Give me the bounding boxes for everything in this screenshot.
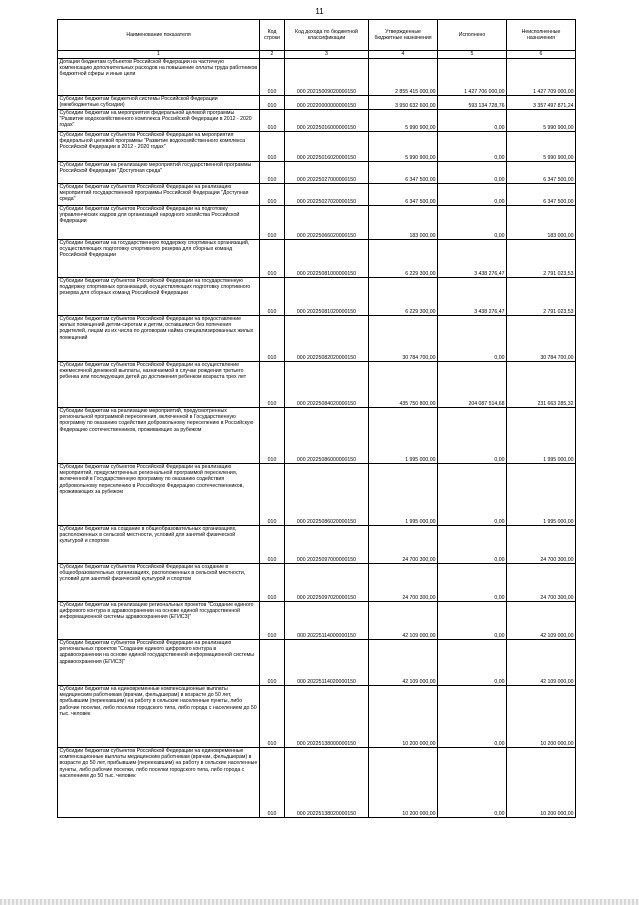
row-approved-amount: 6 347 500,00 bbox=[369, 184, 438, 206]
row-executed-amount: 204 087 514,68 bbox=[438, 362, 507, 408]
row-budget-classification: 000 20215009020000150 bbox=[285, 59, 369, 96]
row-code: 010 bbox=[260, 240, 285, 278]
row-executed-amount: 3 438 276,47 bbox=[438, 240, 507, 278]
table-row bbox=[58, 162, 576, 184]
row-approved-amount: 6 229 300,00 bbox=[369, 278, 438, 316]
row-executed-amount: 0,00 bbox=[438, 316, 507, 362]
row-code: 010 bbox=[260, 748, 285, 818]
row-remaining-amount: 1 995 000,00 bbox=[507, 408, 576, 464]
row-budget-classification: 000 20225027020000150 bbox=[285, 184, 369, 206]
row-executed-amount: 1 427 706 000,00 bbox=[438, 59, 507, 96]
table-row bbox=[58, 240, 576, 278]
row-code: 010 bbox=[260, 206, 285, 240]
row-approved-amount: 6 347 500,00 bbox=[369, 162, 438, 184]
row-approved-amount: 1 995 000,00 bbox=[369, 408, 438, 464]
row-executed-amount: 0,00 bbox=[438, 602, 507, 640]
table-row bbox=[58, 748, 576, 818]
row-code: 010 bbox=[260, 686, 285, 748]
row-indicator-name: Субсидии бюджетам на государственную поддержку спортивных организаций, осуществляющих подготовку спортивного резерва для сборных команд Российской Федерации bbox=[58, 240, 260, 278]
row-approved-amount: 42 109 000,00 bbox=[369, 640, 438, 686]
row-remaining-amount: 1 427 709 000,00 bbox=[507, 59, 576, 96]
row-remaining-amount: 30 784 700,00 bbox=[507, 316, 576, 362]
row-remaining-amount: 5 990 900,00 bbox=[507, 132, 576, 162]
row-remaining-amount: 1 995 000,00 bbox=[507, 464, 576, 526]
column-number: 1 bbox=[58, 51, 260, 59]
row-remaining-amount: 24 700 300,00 bbox=[507, 564, 576, 602]
table-row bbox=[58, 464, 576, 526]
table-row bbox=[58, 132, 576, 162]
row-approved-amount: 1 995 000,00 bbox=[369, 464, 438, 526]
row-code: 010 bbox=[260, 640, 285, 686]
table-row bbox=[58, 184, 576, 206]
table-row bbox=[58, 206, 576, 240]
row-executed-amount: 0,00 bbox=[438, 110, 507, 132]
column-number-row bbox=[58, 51, 576, 59]
table-row bbox=[58, 278, 576, 316]
row-approved-amount: 10 200 000,00 bbox=[369, 748, 438, 818]
row-indicator-name: Субсидии бюджетам субъектов Российской Федерации на мероприятия федеральной целевой программы "Развитие водохозяйственного комплекса Российской Федерации в 2012 - 2020 годах" bbox=[58, 132, 260, 162]
row-budget-classification: 000 20225138000000150 bbox=[285, 686, 369, 748]
table-row bbox=[58, 362, 576, 408]
row-executed-amount: 3 438 276,47 bbox=[438, 278, 507, 316]
scan-edge-band bbox=[0, 899, 639, 905]
row-code: 010 bbox=[260, 278, 285, 316]
row-indicator-name: Субсидии бюджетам на единовременные компенсационные выплаты медицинским работникам (врачам, фельдшерам) в возрасте до 50 лет, прибывшим (переехавшим) на работу в сельские населенные пункты, либо рабочие поселки, либо поселки городского типа, либо города с населением до 50 тыс. человек bbox=[58, 686, 260, 748]
row-code: 010 bbox=[260, 162, 285, 184]
row-executed-amount: 0,00 bbox=[438, 564, 507, 602]
row-remaining-amount: 183 000,00 bbox=[507, 206, 576, 240]
row-indicator-name: Субсидии бюджетам субъектов Российской Федерации на реализацию мероприятий, предусмотренных региональной программой переселения, включенной в Государственную программу по оказанию содействия добровольному переселению в Российскую Федерацию соотечественников, проживающих за рубежом bbox=[58, 464, 260, 526]
row-code: 010 bbox=[260, 526, 285, 564]
table-row bbox=[58, 96, 576, 110]
row-indicator-name: Субсидии бюджетам субъектов Российской Федерации на государственную поддержку спортивных организаций, осуществляющих подготовку спортивного резерва для сборных команд Российской Федерации bbox=[58, 278, 260, 316]
row-approved-amount: 30 784 700,00 bbox=[369, 316, 438, 362]
row-approved-amount: 5 990 900,00 bbox=[369, 132, 438, 162]
row-indicator-name: Субсидии бюджетам субъектов Российской Федерации на создание в общеобразовательных организациях, расположенных в сельской местности, условий для занятий физической культурой и спортом bbox=[58, 564, 260, 602]
row-remaining-amount: 3 357 497 871,24 bbox=[507, 96, 576, 110]
row-remaining-amount: 42 109 000,00 bbox=[507, 602, 576, 640]
row-budget-classification: 000 20225114020000150 bbox=[285, 640, 369, 686]
row-indicator-name: Субсидии бюджетам субъектов Российской Федерации на осуществление ежемесячной денежной выплаты, назначаемой в случае рождения третьего ребенка или последующих детей до достижения ребенком возраста трех лет bbox=[58, 362, 260, 408]
budget-execution-table bbox=[57, 19, 576, 818]
row-indicator-name: Субсидии бюджетам на мероприятия федеральной целевой программы "Развитие водохозяйственного комплекса Российской Федерации в 2012 - 2020 годах" bbox=[58, 110, 260, 132]
table-row bbox=[58, 316, 576, 362]
row-indicator-name: Субсидии бюджетам субъектов Российской Федерации на предоставление жилых помещений детям-сиротам и детям, оставшимся без попечения родителей, лицам из их числа по договорам найма специализированных жилых помещений bbox=[58, 316, 260, 362]
column-number: 4 bbox=[369, 51, 438, 59]
table-row bbox=[58, 408, 576, 464]
row-executed-amount: 0,00 bbox=[438, 132, 507, 162]
row-code: 010 bbox=[260, 464, 285, 526]
row-indicator-name: Субсидии бюджетам на реализацию мероприятий государственной программы Российской Федерации "Доступная среда" bbox=[58, 162, 260, 184]
header-remaining: Неисполненные назначения bbox=[507, 20, 576, 51]
column-number: 5 bbox=[438, 51, 507, 59]
row-remaining-amount: 10 200 000,00 bbox=[507, 748, 576, 818]
row-approved-amount: 2 855 415 000,00 bbox=[369, 59, 438, 96]
table-row bbox=[58, 110, 576, 132]
row-executed-amount: 0,00 bbox=[438, 686, 507, 748]
row-executed-amount: 0,00 bbox=[438, 640, 507, 686]
row-indicator-name: Субсидии бюджетам на реализацию мероприятий, предусмотренных региональной программой переселения, включенной в Государственную программу по оказанию содействия добровольному переселению в Российскую Федерацию соотечественников, проживающих за рубежом bbox=[58, 408, 260, 464]
row-code: 010 bbox=[260, 110, 285, 132]
row-budget-classification: 000 20225016000000150 bbox=[285, 110, 369, 132]
header-indicator-name: Наименование показателя bbox=[58, 20, 260, 51]
row-indicator-name: Субсидии бюджетам на создание в общеобразовательных организациях, расположенных в сельской местности, условий для занятий физической культурой и спортом bbox=[58, 526, 260, 564]
row-budget-classification: 000 20225082020000150 bbox=[285, 316, 369, 362]
budget-table-wrapper bbox=[57, 19, 576, 818]
row-indicator-name: Субсидии бюджетам субъектов Российской Федерации на подготовку управленческих кадров для организаций народного хозяйства Российской Федерации bbox=[58, 206, 260, 240]
row-indicator-name: Субсидии бюджетам субъектов Российской Федерации на единовременные компенсационные выплаты медицинским работникам (врачам, фельдшерам) в возрасте до 50 лет, прибывшим (переехавшим) на работу в сельские населенные пункты, либо рабочие поселки, либо поселки городского типа, либо города с населением до 50 тыс. человек bbox=[58, 748, 260, 818]
row-approved-amount: 42 109 000,00 bbox=[369, 602, 438, 640]
row-approved-amount: 3 950 632 600,00 bbox=[369, 96, 438, 110]
row-indicator-name: Субсидии бюджетам субъектов Российской Федерации на реализацию мероприятий государственной программы Российской Федерации "Доступная среда" bbox=[58, 184, 260, 206]
row-executed-amount: 0,00 bbox=[438, 162, 507, 184]
page-number: 11 bbox=[315, 7, 324, 16]
row-executed-amount: 0,00 bbox=[438, 526, 507, 564]
row-code: 010 bbox=[260, 96, 285, 110]
row-budget-classification: 000 20225066020000150 bbox=[285, 206, 369, 240]
row-code: 010 bbox=[260, 59, 285, 96]
row-budget-classification: 000 20225086020000150 bbox=[285, 464, 369, 526]
row-code: 010 bbox=[260, 132, 285, 162]
header-approved: Утвержденные бюджетные назначения bbox=[369, 20, 438, 51]
row-indicator-name: Дотации бюджетам субъектов Российской Федерации на частичную компенсацию дополнительных расходов на повышение оплаты труда работников бюджетной сферы и иные цели bbox=[58, 59, 260, 96]
row-executed-amount: 0,00 bbox=[438, 748, 507, 818]
row-remaining-amount: 24 700 300,00 bbox=[507, 526, 576, 564]
row-approved-amount: 435 750 800,00 bbox=[369, 362, 438, 408]
row-code: 010 bbox=[260, 408, 285, 464]
row-budget-classification: 000 20225027000000150 bbox=[285, 162, 369, 184]
table-row bbox=[58, 640, 576, 686]
row-executed-amount: 0,00 bbox=[438, 464, 507, 526]
row-indicator-name: Субсидии бюджетам на реализацию региональных проектов "Создание единого цифрового контура в здравоохранении на основе единой государственной информационной системы здравоохранения (ЕГИСЗ)" bbox=[58, 602, 260, 640]
table-row bbox=[58, 602, 576, 640]
row-approved-amount: 24 700 300,00 bbox=[369, 526, 438, 564]
row-approved-amount: 5 990 900,00 bbox=[369, 110, 438, 132]
row-code: 010 bbox=[260, 362, 285, 408]
row-executed-amount: 593 134 728,76 bbox=[438, 96, 507, 110]
row-code: 010 bbox=[260, 184, 285, 206]
row-approved-amount: 10 200 000,00 bbox=[369, 686, 438, 748]
row-remaining-amount: 6 347 500,00 bbox=[507, 184, 576, 206]
table-row bbox=[58, 564, 576, 602]
row-budget-classification: 000 20225081020000150 bbox=[285, 278, 369, 316]
column-number: 2 bbox=[260, 51, 285, 59]
row-code: 010 bbox=[260, 316, 285, 362]
row-remaining-amount: 2 791 023,53 bbox=[507, 278, 576, 316]
row-executed-amount: 0,00 bbox=[438, 408, 507, 464]
row-budget-classification: 000 20220000000000150 bbox=[285, 96, 369, 110]
row-budget-classification: 000 20225084020000150 bbox=[285, 362, 369, 408]
header-budget-classification: Код дохода по бюджетной классификации bbox=[285, 20, 369, 51]
column-number: 3 bbox=[285, 51, 369, 59]
table-row bbox=[58, 59, 576, 96]
row-executed-amount: 0,00 bbox=[438, 206, 507, 240]
row-remaining-amount: 42 109 000,00 bbox=[507, 640, 576, 686]
row-budget-classification: 000 20225138020000150 bbox=[285, 748, 369, 818]
row-remaining-amount: 5 990 900,00 bbox=[507, 110, 576, 132]
row-code: 010 bbox=[260, 564, 285, 602]
row-remaining-amount: 6 347 500,00 bbox=[507, 162, 576, 184]
row-budget-classification: 000 20225086000000150 bbox=[285, 408, 369, 464]
column-number: 6 bbox=[507, 51, 576, 59]
row-approved-amount: 6 229 300,00 bbox=[369, 240, 438, 278]
row-budget-classification: 000 20225081000000150 bbox=[285, 240, 369, 278]
header-row-code: Код строки bbox=[260, 20, 285, 51]
row-approved-amount: 24 700 300,00 bbox=[369, 564, 438, 602]
row-remaining-amount: 231 663 285,32 bbox=[507, 362, 576, 408]
row-remaining-amount: 2 791 023,53 bbox=[507, 240, 576, 278]
table-row bbox=[58, 526, 576, 564]
row-code: 010 bbox=[260, 602, 285, 640]
row-remaining-amount: 10 200 000,00 bbox=[507, 686, 576, 748]
row-budget-classification: 000 20225016020000150 bbox=[285, 132, 369, 162]
row-budget-classification: 000 20225097020000150 bbox=[285, 564, 369, 602]
row-budget-classification: 000 20225097000000150 bbox=[285, 526, 369, 564]
table-header-row bbox=[58, 20, 576, 51]
row-indicator-name: Субсидии бюджетам субъектов Российской Федерации на реализацию региональных проектов "Создание единого цифрового контура в здравоохранении на основе единой государственной информационной системы здравоохранения (ЕГИСЗ)" bbox=[58, 640, 260, 686]
header-executed: Исполнено bbox=[438, 20, 507, 51]
row-budget-classification: 000 20225114000000150 bbox=[285, 602, 369, 640]
row-executed-amount: 0,00 bbox=[438, 184, 507, 206]
table-body bbox=[58, 59, 576, 818]
row-indicator-name: Субсидии бюджетам бюджетной системы Российской Федерации (межбюджетные субсидии) bbox=[58, 96, 260, 110]
row-approved-amount: 183 000,00 bbox=[369, 206, 438, 240]
table-row bbox=[58, 686, 576, 748]
